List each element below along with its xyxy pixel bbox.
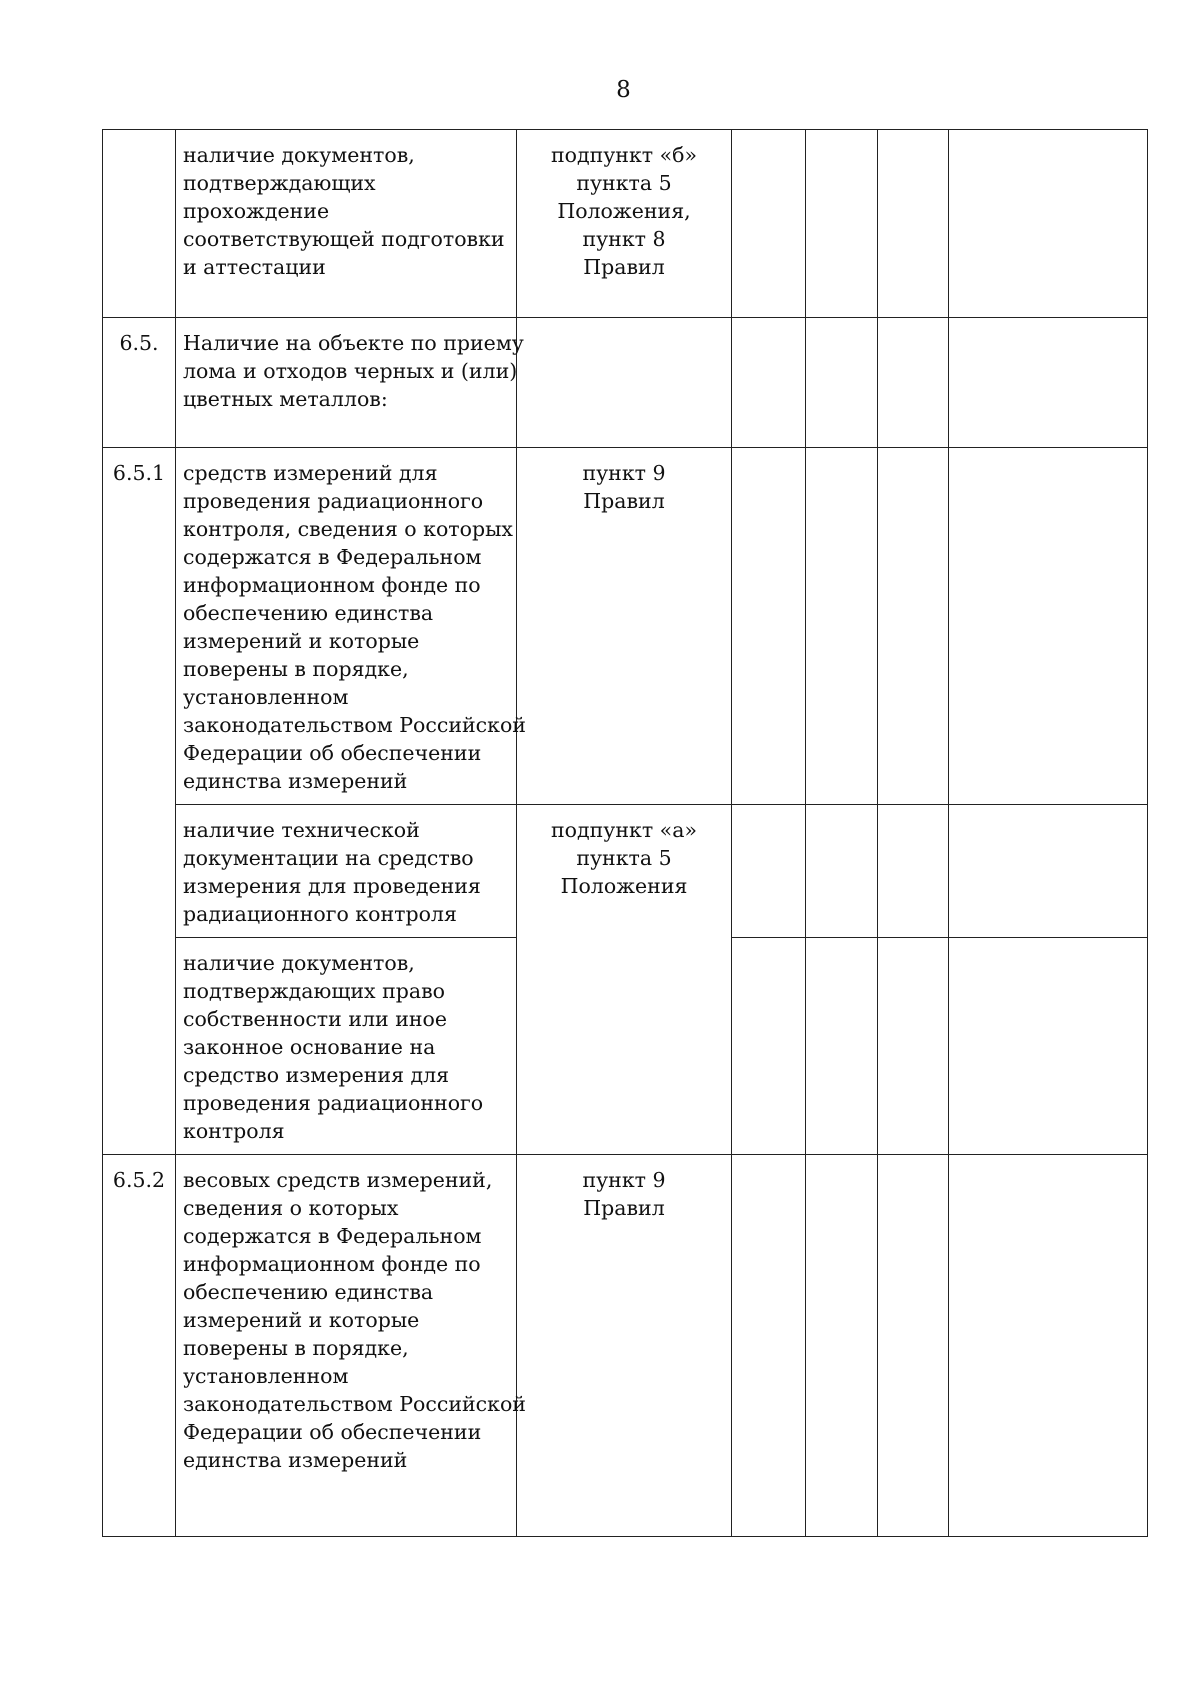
empty-cell (949, 805, 1148, 938)
empty-cell (806, 130, 878, 318)
requirement-text: контроля (183, 1119, 285, 1143)
requirement-text: радиационного контроля (183, 902, 457, 926)
requirement-text: содержатся в Федеральном (183, 545, 482, 569)
reference-text: подпункт «а» (551, 818, 697, 842)
empty-cell (949, 130, 1148, 318)
requirement-text: поверены в порядке, (183, 1336, 409, 1360)
requirement-text: наличие документов, (183, 951, 415, 975)
reference-text: Правил (583, 255, 665, 279)
requirement-text: законное основание на (183, 1035, 436, 1059)
empty-cell (878, 1155, 949, 1537)
requirement-text: обеспечению единства (183, 601, 434, 625)
requirement-cell (176, 938, 517, 1155)
requirement-cell (176, 318, 524, 448)
page-number: 8 (616, 77, 631, 103)
empty-cell (806, 318, 878, 448)
requirement-text: проведения радиационного (183, 1091, 484, 1115)
empty-cell (878, 938, 949, 1155)
table-row (103, 448, 1148, 805)
requirement-text: весовых средств измерений, (183, 1168, 493, 1192)
reference-cell (517, 130, 732, 318)
requirement-text: наличие документов, (183, 143, 415, 167)
empty-cell (878, 805, 949, 938)
reference-text: пункт 9 (582, 1168, 666, 1192)
empty-cell (806, 938, 878, 1155)
requirement-cell (176, 805, 517, 938)
empty-cell (949, 318, 1148, 448)
requirement-text: измерений и которые (183, 629, 420, 653)
requirement-text: измерений и которые (183, 1308, 420, 1332)
table-row (103, 1155, 1148, 1537)
requirement-text: средств измерений для (183, 461, 438, 485)
reference-text: Положения (560, 874, 688, 898)
empty-cell (878, 448, 949, 805)
reference-text: пункта 5 (576, 171, 672, 195)
empty-cell (732, 448, 806, 805)
empty-cell (732, 318, 806, 448)
requirement-text: собственности или иное (183, 1007, 447, 1031)
requirement-text: законодательством Российской (183, 713, 526, 737)
empty-cell (878, 130, 949, 318)
requirement-text: подтверждающих право (183, 979, 446, 1003)
requirement-text: цветных металлов: (183, 387, 388, 411)
requirement-text: содержатся в Федеральном (183, 1224, 482, 1248)
reference-text: Положения, (557, 199, 691, 223)
requirement-text: сведения о которых (183, 1196, 399, 1220)
empty-cell (949, 1155, 1148, 1537)
table-row (103, 318, 1148, 448)
requirement-text: средство измерения для (183, 1063, 450, 1087)
requirement-text: документации на средство (183, 846, 474, 870)
reference-text: пункта 5 (576, 846, 672, 870)
requirement-text: поверены в порядке, (183, 657, 409, 681)
requirement-text: Федерации об обеспечении (183, 1420, 482, 1444)
requirement-text: подтверждающих (183, 171, 376, 195)
reference-text: подпункт «б» (550, 143, 698, 167)
requirement-text: измерения для проведения (183, 874, 481, 898)
row-number-cell: 6.5.2 (103, 1155, 176, 1537)
reference-cell (517, 318, 732, 448)
row-number-cell: 6.5. (103, 318, 176, 448)
requirement-text: соответствующей подготовки (183, 227, 505, 251)
checklist-table (102, 129, 1148, 1537)
table-row (103, 130, 1148, 318)
requirement-text: информационном фонде по (183, 1252, 481, 1276)
reference-text: Правил (583, 489, 665, 513)
requirement-cell (176, 1155, 526, 1537)
requirement-text: проведения радиационного (183, 489, 484, 513)
reference-cell (517, 448, 732, 805)
empty-cell (732, 130, 806, 318)
empty-cell (806, 1155, 878, 1537)
requirement-text: Федерации об обеспечении (183, 741, 482, 765)
requirement-text: единства измерений (183, 769, 408, 793)
requirement-text: контроля, сведения о которых (183, 517, 513, 541)
table-row (103, 805, 1148, 938)
requirement-text: единства измерений (183, 1448, 408, 1472)
reference-cell (517, 805, 732, 1155)
requirement-text: установленном (183, 685, 349, 709)
empty-cell (806, 805, 878, 938)
empty-cell (949, 938, 1148, 1155)
empty-cell (949, 448, 1148, 805)
requirement-text: Наличие на объекте по приему (183, 331, 524, 355)
requirement-cell (176, 130, 517, 318)
requirement-text: наличие технической (183, 818, 420, 842)
empty-cell (732, 805, 806, 938)
row-number-cell (103, 130, 176, 318)
reference-text: пункт 9 (582, 461, 666, 485)
reference-text: Правил (583, 1196, 665, 1220)
empty-cell (878, 318, 949, 448)
empty-cell (732, 1155, 806, 1537)
requirement-text: и аттестации (183, 255, 326, 279)
reference-text: пункт 8 (582, 227, 666, 251)
reference-cell (517, 1155, 732, 1537)
requirement-text: законодательством Российской (183, 1392, 526, 1416)
requirement-text: информационном фонде по (183, 573, 481, 597)
row-number-cell: 6.5.1 (103, 448, 176, 1155)
requirement-cell (176, 448, 526, 805)
empty-cell (732, 938, 806, 1155)
requirement-text: прохождение (183, 199, 330, 223)
requirement-text: установленном (183, 1364, 349, 1388)
requirement-text: обеспечению единства (183, 1280, 434, 1304)
empty-cell (806, 448, 878, 805)
requirement-text: лома и отходов черных и (или) (183, 359, 518, 383)
